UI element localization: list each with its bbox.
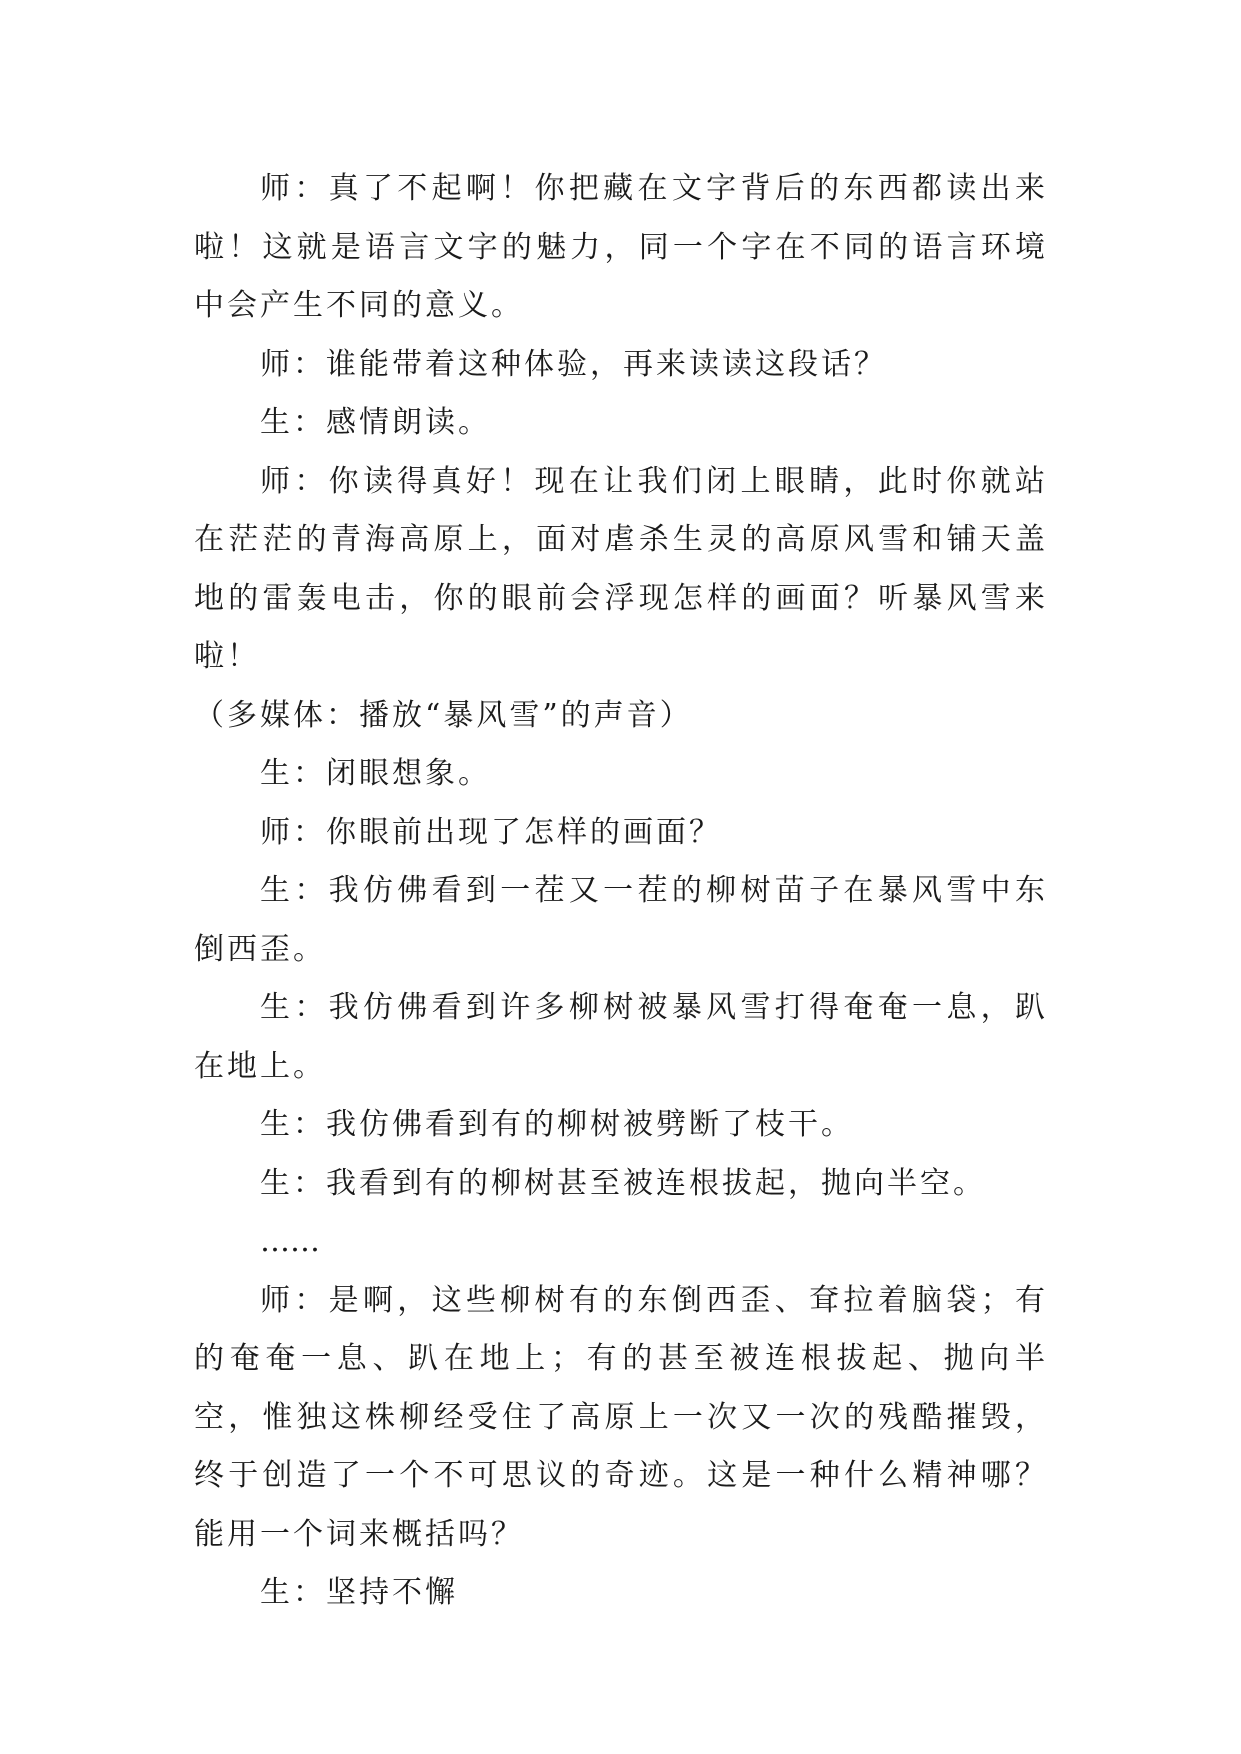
paragraph: 师：是啊，这些柳树有的东倒西歪、耷拉着脑袋；有的奄奄一息、趴在地上；有的甚至被连根拔起、抛向半空，惟独这株柳经受住了高原上一次又一次的残酷摧毁，终于创造了一个不可思议的奇迹。这是一种什么精神哪？能用一个词来概括吗？ [194, 1282, 1048, 1552]
paragraph: 生：我仿佛看到一茬又一茬的柳树苗子在暴风雪中东倒西歪。 [194, 873, 1048, 967]
paragraph: 生：我仿佛看到有的柳树被劈断了枝干。 [260, 1107, 854, 1142]
ellipsis-line: …… [260, 1224, 320, 1259]
stage-direction: （多媒体：播放“暴风雪”的声音） [194, 697, 693, 733]
paragraph: 生：我看到有的柳树甚至被连根拔起，抛向半空。 [260, 1165, 986, 1201]
paragraph: 师：谁能带着这种体验，再来读读这段话？ [260, 346, 887, 382]
paragraph: 生：感情朗读。 [260, 405, 491, 440]
document-body [194, 160, 1048, 1623]
paragraph: 生：闭眼想象。 [260, 756, 491, 791]
paragraph: 生：我仿佛看到许多柳树被暴风雪打得奄奄一息，趴在地上。 [194, 990, 1048, 1084]
paragraph: 师：你读得真好！现在让我们闭上眼睛，此时你就站在茫茫的青海高原上，面对虐杀生灵的高原风雪和铺天盖地的雷轰电击，你的眼前会浮现怎样的画面？听暴风雪来啦！ [194, 463, 1048, 674]
paragraph: 师：真了不起啊！你把藏在文字背后的东西都读出来啦！这就是语言文字的魅力，同一个字在不同的语言环境中会产生不同的意义。 [194, 171, 1048, 323]
paragraph: 生：坚持不懈 [260, 1575, 458, 1610]
paragraph: 师：你眼前出现了怎样的画面？ [260, 814, 722, 850]
